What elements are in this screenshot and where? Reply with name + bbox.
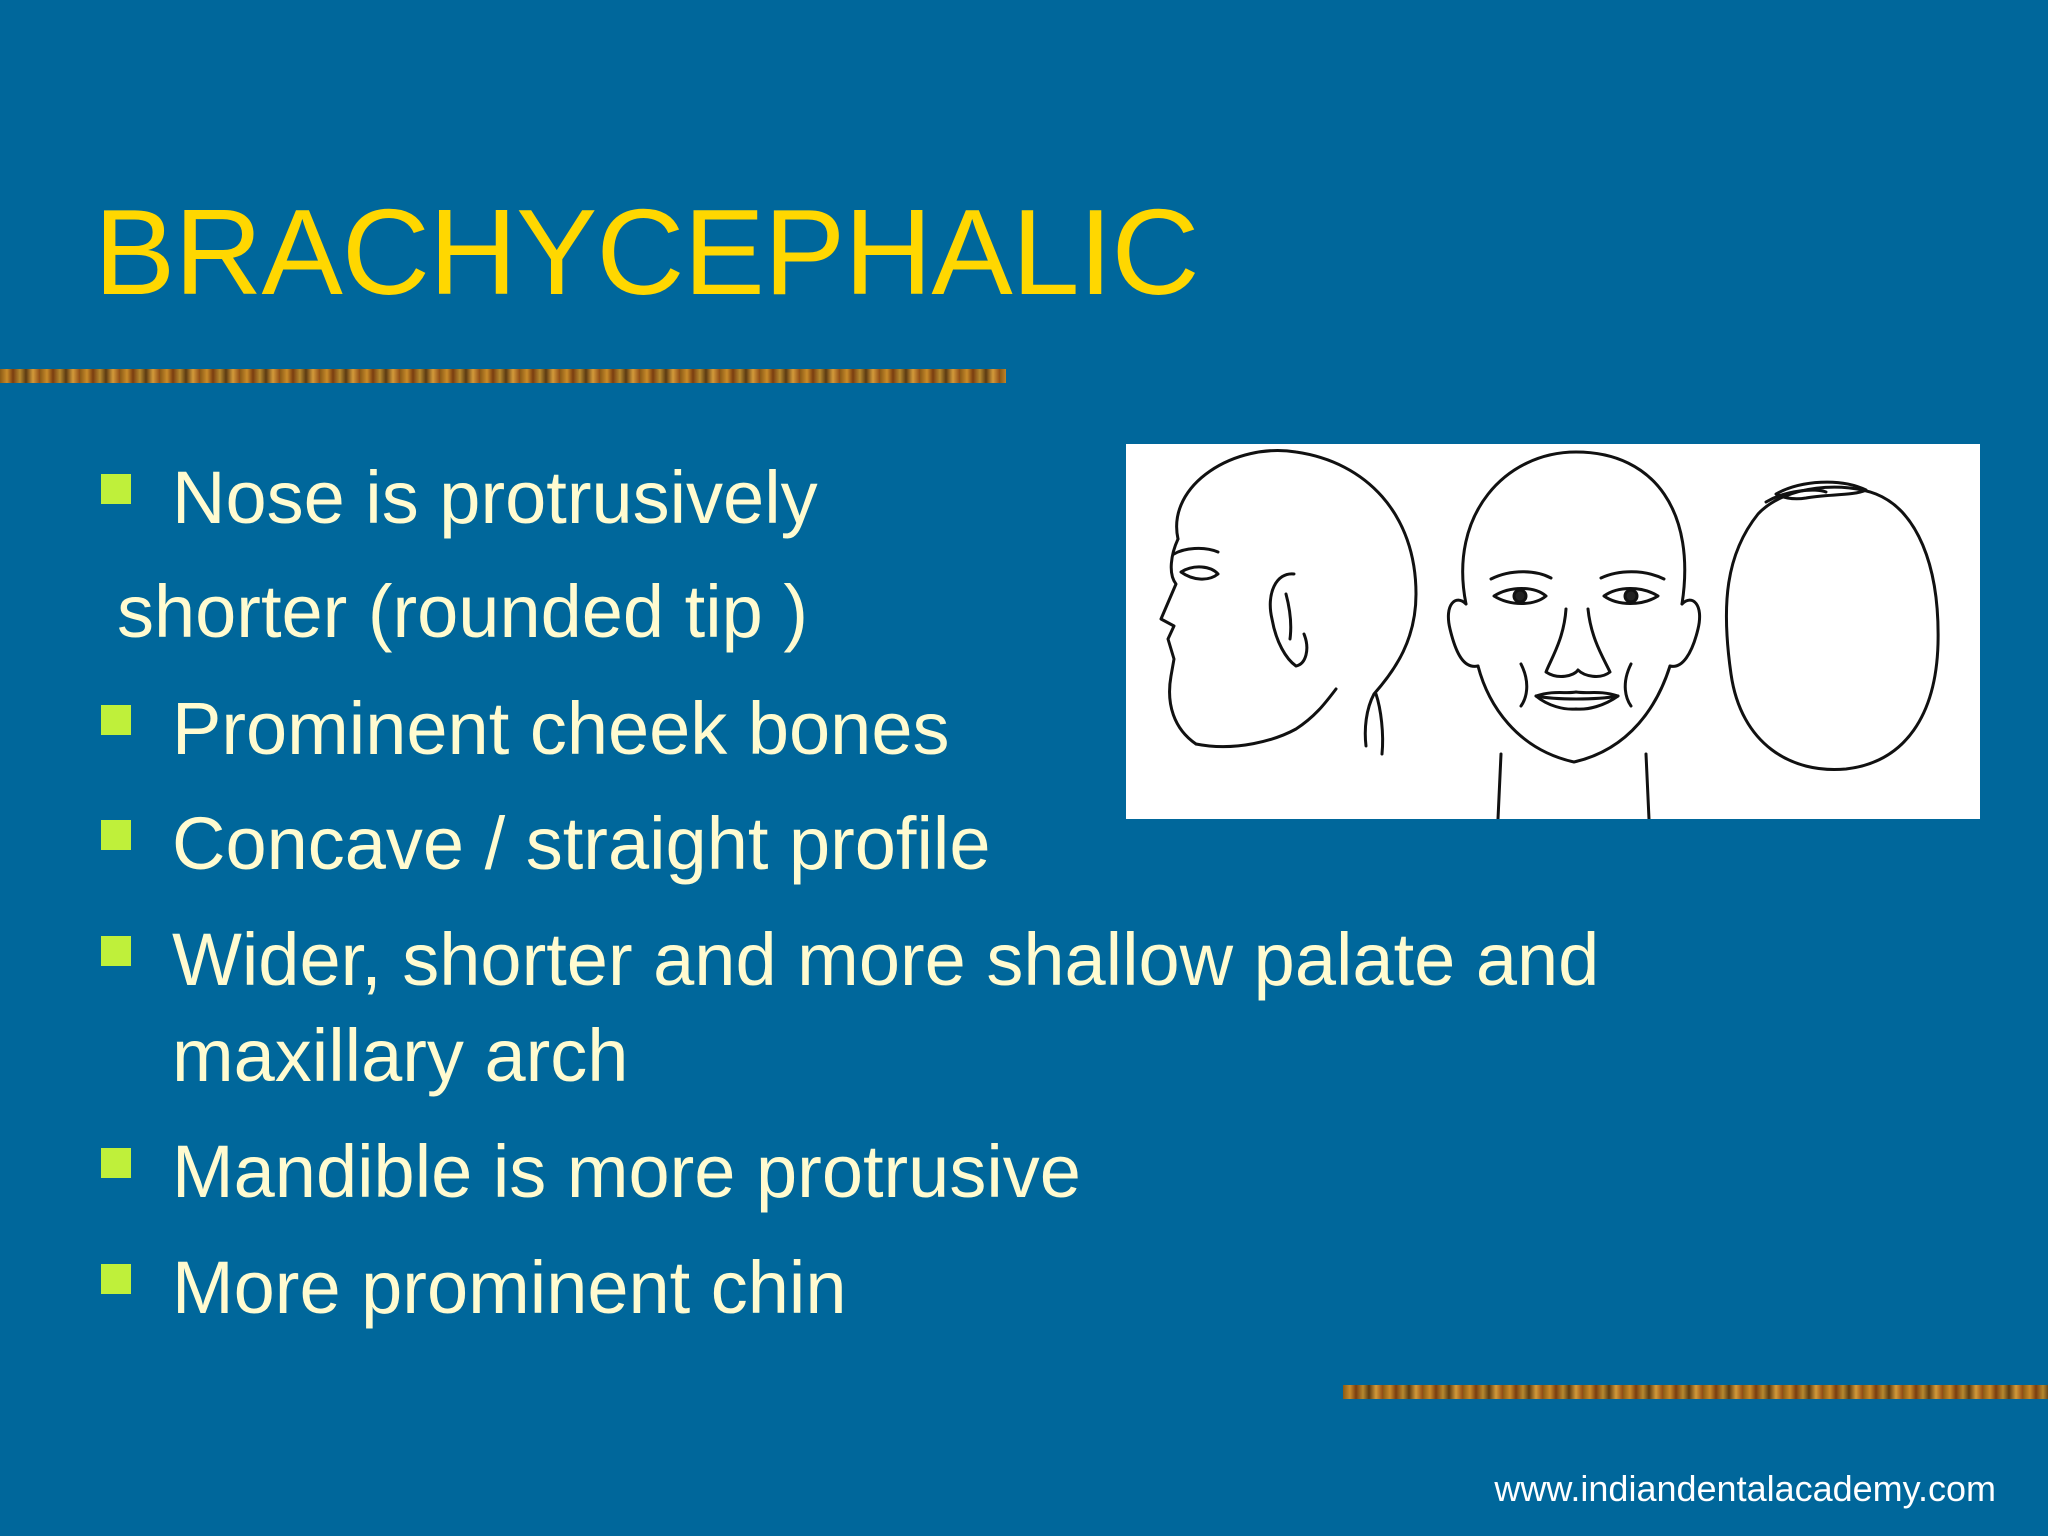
head-top-icon	[1726, 482, 1938, 769]
bullet-text: More prominent chin	[172, 1246, 847, 1329]
bullet-text: Wider, shorter and more shallow palate and	[172, 918, 1600, 1001]
bullet-marker	[101, 1148, 131, 1178]
bullet-marker	[101, 820, 131, 850]
bullet-marker	[101, 936, 131, 966]
bullet-marker	[101, 705, 131, 735]
bullet-marker	[101, 474, 131, 504]
bullet-text: Concave / straight profile	[172, 802, 991, 885]
bullet-text-continued: maxillary arch	[172, 1014, 629, 1097]
bullet-text-continued: shorter (rounded tip )	[117, 570, 809, 653]
decorative-divider-top	[0, 369, 1006, 383]
slide-title: BRACHYCEPHALIC	[94, 184, 1199, 320]
brachycephalic-head-illustration	[1126, 444, 1980, 819]
footer-website: www.indiandentalacademy.com	[1494, 1468, 1996, 1509]
decorative-divider-bottom	[1343, 1385, 2048, 1399]
bullet-text: Prominent cheek bones	[172, 687, 950, 770]
head-profile-icon	[1161, 451, 1416, 754]
head-illustration-svg	[1126, 444, 1980, 819]
bullet-marker	[101, 1264, 131, 1294]
bullet-text: Nose is protrusively	[172, 456, 818, 539]
bullet-text: Mandible is more protrusive	[172, 1130, 1081, 1213]
head-front-icon	[1448, 452, 1699, 819]
